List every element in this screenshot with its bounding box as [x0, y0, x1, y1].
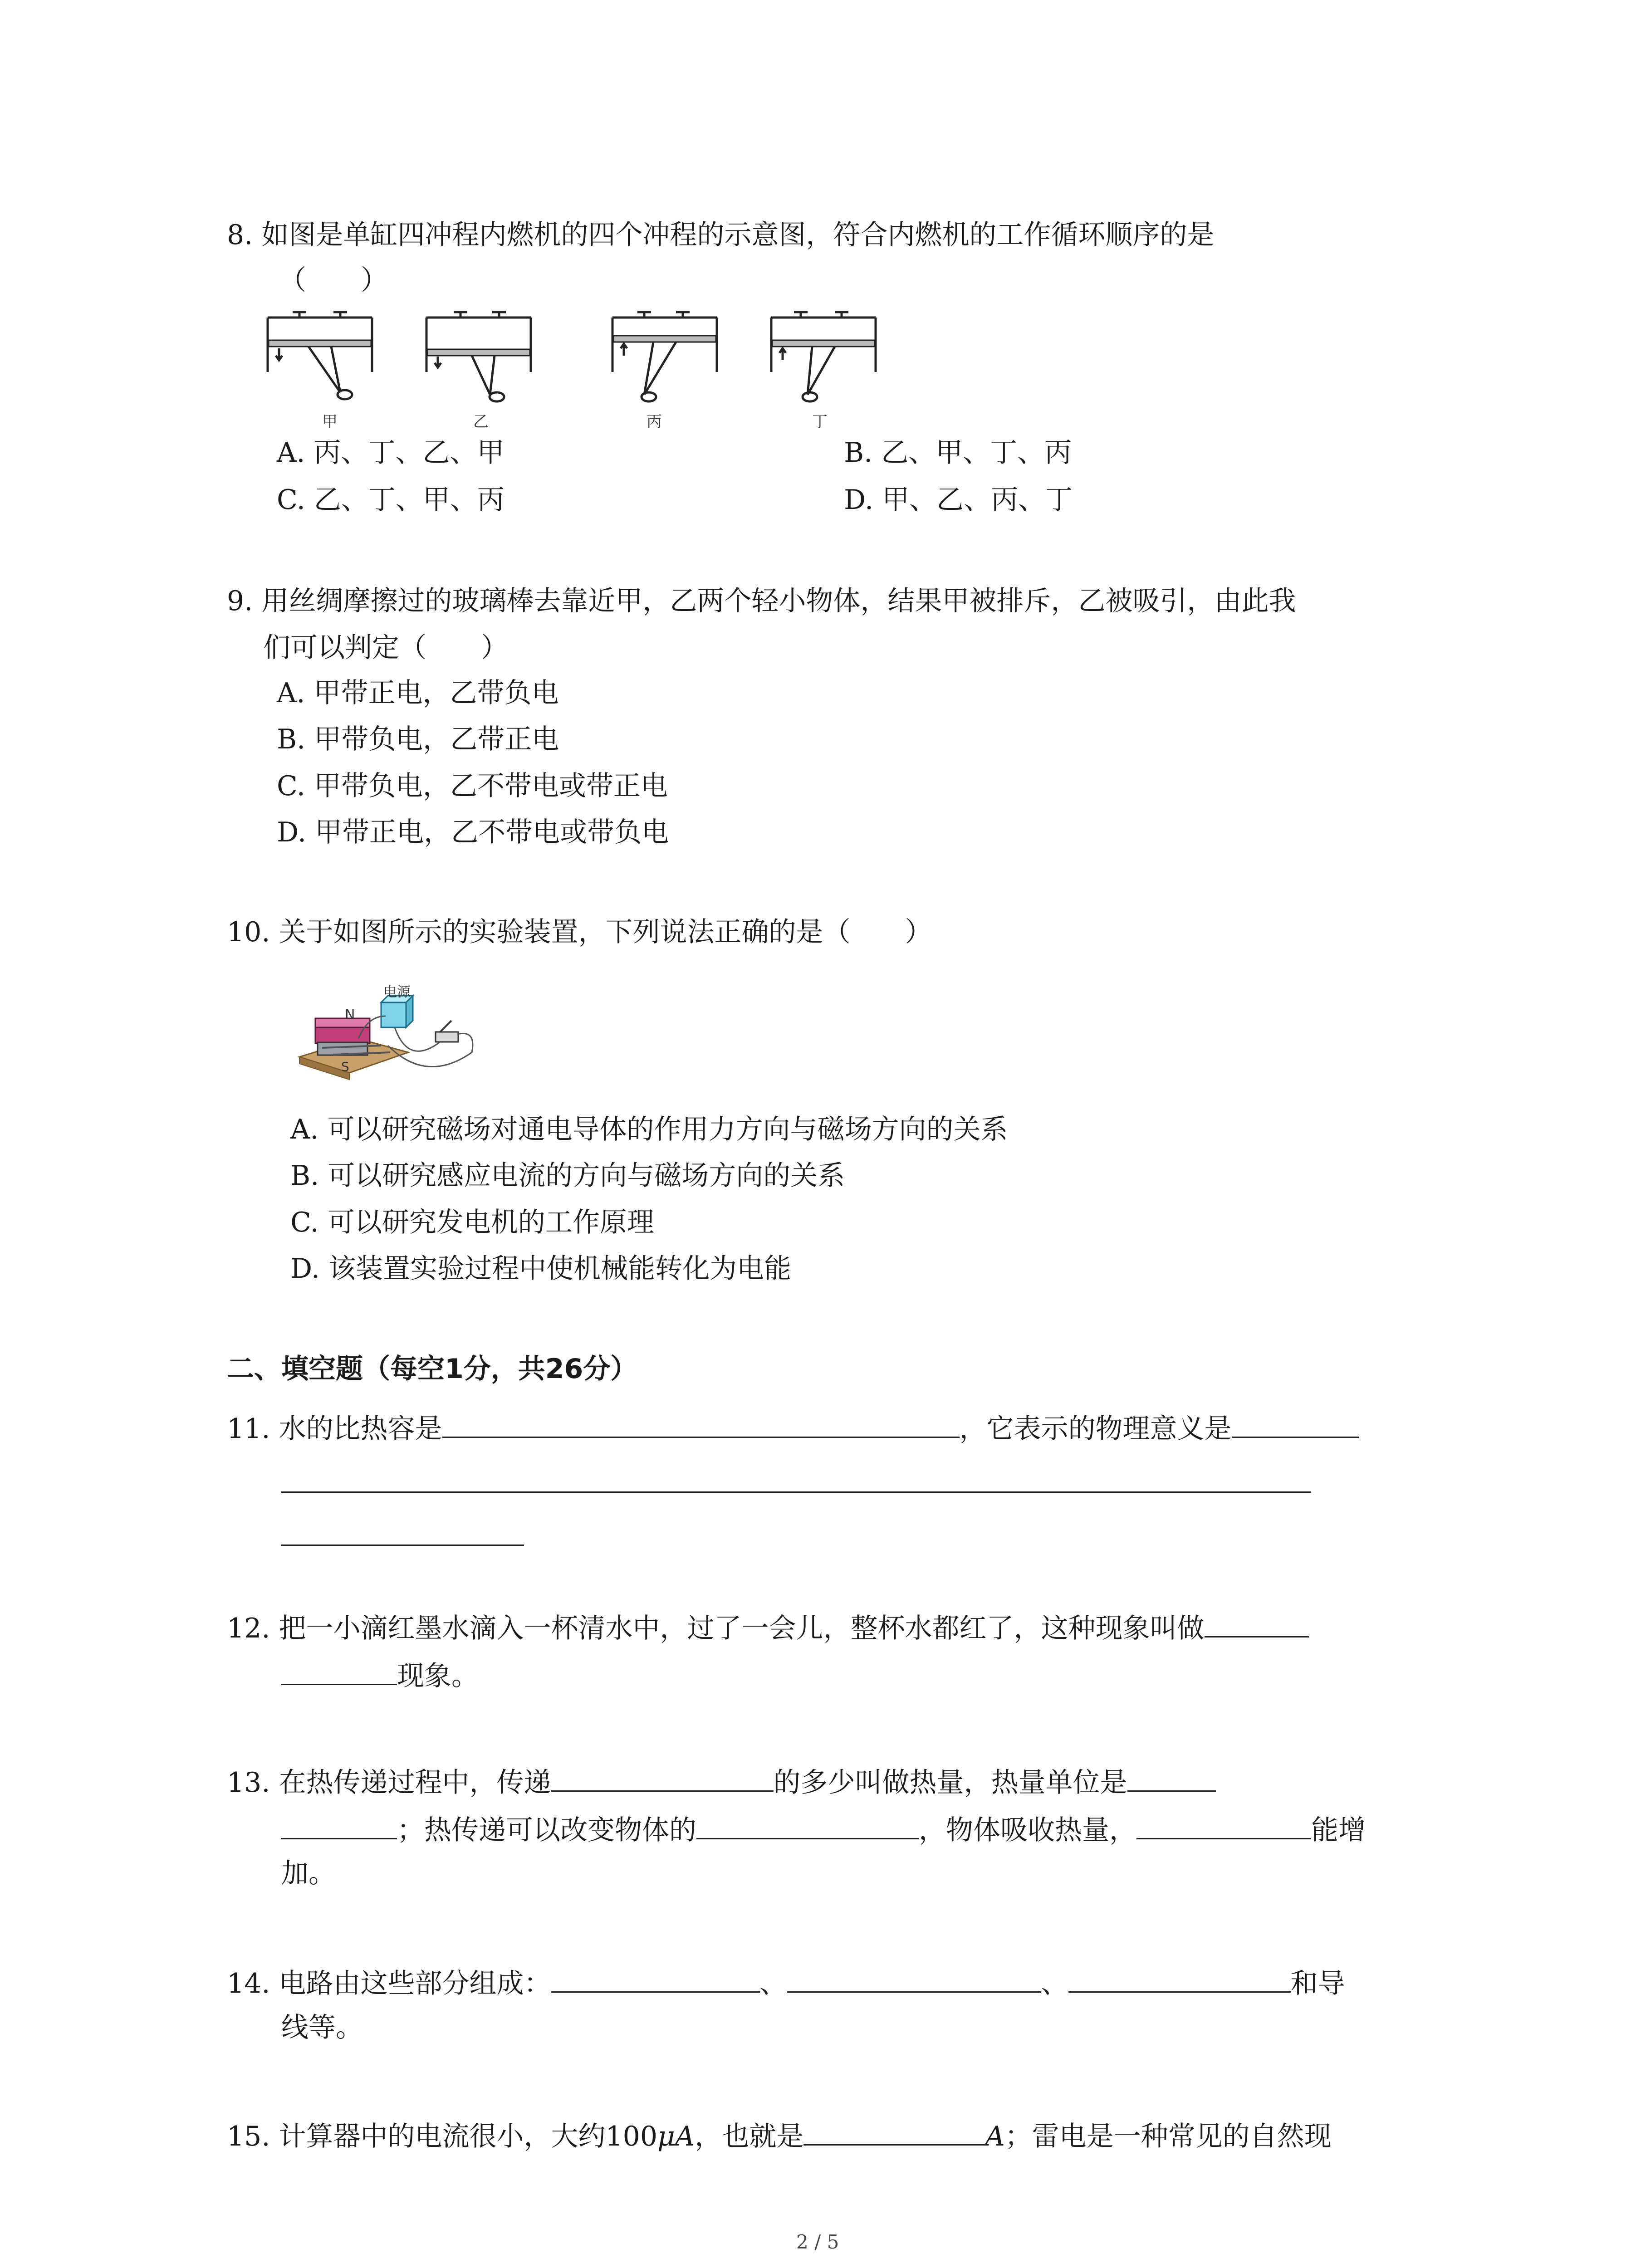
q12-text-a: 12. 把一小滴红墨水滴入一杯清水中，过了一会儿，整杯水都红了，这种现象叫做	[227, 1613, 1205, 1644]
q11-blank-1[interactable]	[442, 1408, 960, 1438]
q13-text-d: ，物体吸收热量，	[919, 1814, 1136, 1846]
q15-text-b: ，也就是	[695, 2121, 804, 2152]
q13-line3: 加。	[281, 1857, 336, 1889]
figure-label-jia: 甲	[322, 413, 338, 431]
q13-blank-1[interactable]	[551, 1762, 774, 1792]
q15-text-c: ；雷电是一种常见的自然现	[1004, 2121, 1332, 2152]
q13-blank-2b[interactable]	[281, 1810, 397, 1839]
engine-stroke-ding	[771, 312, 876, 401]
q14-line2: 线等。	[281, 2012, 363, 2043]
page-number: 2 / 5	[796, 2231, 839, 2253]
q15-blank-1[interactable]	[803, 2116, 985, 2146]
q9-stem-line1: 9. 用丝绸摩擦过的玻璃棒去靠近甲，乙两个轻小物体，结果甲被排斥，乙被吸引，由此我	[227, 585, 1296, 617]
q8-stem-line1: 8. 如图是单缸四冲程内燃机的四个冲程的示意图，符合内燃机的工作循环顺序的是	[227, 219, 1215, 251]
q9-stem-line2: 们可以判定（ ）	[263, 632, 508, 664]
engine-stroke-bing	[612, 312, 717, 401]
q8-stem-line2: （ ）	[279, 264, 388, 296]
q10-option-d: D. 该装置实验过程中使机械能转化为电能	[290, 1253, 792, 1285]
q10-option-b: B. 可以研究感应电流的方向与磁场方向的关系	[290, 1160, 845, 1192]
q14-text-b: 和导	[1290, 1968, 1345, 1999]
q13-blank-3[interactable]	[696, 1810, 919, 1839]
q9-option-b: B. 甲带负电，乙带正电	[277, 723, 559, 755]
q13-text-b: 的多少叫做热量，热量单位是	[773, 1767, 1127, 1799]
q14-blank-2[interactable]	[787, 1963, 1041, 1993]
q13-blank-2a[interactable]	[1127, 1762, 1216, 1792]
q14-blank-3[interactable]	[1068, 1963, 1291, 1993]
q13-text-c: ；热传递可以改变物体的	[397, 1814, 696, 1846]
q14-blank-1[interactable]	[551, 1963, 760, 1993]
figure-label-power: 电源	[383, 984, 411, 1000]
q11-blank-2c[interactable]	[281, 1545, 524, 1546]
q13-text-e: 能增	[1311, 1814, 1366, 1846]
figure-label-yi: 乙	[473, 413, 489, 431]
q11-blank-2a[interactable]	[1232, 1408, 1359, 1438]
q12-blank-b[interactable]	[281, 1656, 397, 1685]
q15-text-a: 15. 计算器中的电流很小，大约100	[227, 2121, 658, 2152]
q13-line1	[227, 1762, 1216, 1801]
q10-stem: 10. 关于如图所示的实验装置，下列说法正确的是（ ）	[227, 916, 932, 948]
figure-label-bing: 丙	[647, 413, 662, 431]
figure-label-n-pole: N	[345, 1007, 355, 1023]
q11-blank-2b[interactable]	[281, 1491, 1311, 1493]
figure-label-ding: 丁	[812, 413, 828, 431]
q12-line1	[227, 1608, 1309, 1647]
q14-text-a: 14. 电路由这些部分组成：	[227, 1968, 551, 1999]
engine-stroke-jia	[268, 312, 372, 399]
q15-unit: A	[985, 2121, 1005, 2152]
engine-stroke-yi	[426, 312, 531, 401]
engine-strokes-figure	[263, 308, 898, 440]
q9-option-c: C. 甲带负电，乙不带电或带正电	[277, 770, 668, 802]
q13-text-a: 13. 在热传递过程中，传递	[227, 1767, 551, 1799]
q8-option-b: B. 乙、甲、丁、丙	[844, 437, 1072, 469]
q11-line1	[227, 1408, 1359, 1447]
q12-line2	[281, 1656, 479, 1694]
q10-option-a: A. 可以研究磁场对通电导体的作用力方向与磁场方向的关系	[290, 1114, 1008, 1145]
q8-option-d: D. 甲、乙、丙、丁	[844, 484, 1073, 516]
experiment-apparatus-figure	[290, 989, 481, 1084]
q8-option-c: C. 乙、丁、甲、丙	[277, 484, 505, 516]
q11-text-b: ，它表示的物理意义是	[959, 1413, 1232, 1445]
section-title-fill-in: 二、填空题（每空1分，共26分）	[227, 1353, 638, 1385]
q10-option-c: C. 可以研究发电机的工作原理	[290, 1207, 654, 1238]
q9-option-d: D. 甲带正电，乙不带电或带负电	[277, 816, 669, 848]
q9-option-a: A. 甲带正电，乙带负电	[277, 677, 559, 709]
q14-sep-1: 、	[759, 1968, 787, 1999]
q12-blank-a[interactable]	[1205, 1608, 1309, 1637]
q15-line1	[227, 2116, 1332, 2155]
q8-option-a: A. 丙、丁、乙、甲	[277, 437, 505, 469]
q13-blank-4[interactable]	[1136, 1810, 1311, 1839]
q14-line1	[227, 1963, 1345, 2002]
q14-sep-2: 、	[1041, 1968, 1068, 1999]
q13-line2	[281, 1810, 1366, 1848]
q15-micro-ampere: μA	[657, 2121, 695, 2152]
q11-text-a: 11. 水的比热容是	[227, 1413, 442, 1445]
figure-label-s-pole: S	[341, 1059, 349, 1074]
q12-text-b: 现象。	[397, 1660, 479, 1692]
